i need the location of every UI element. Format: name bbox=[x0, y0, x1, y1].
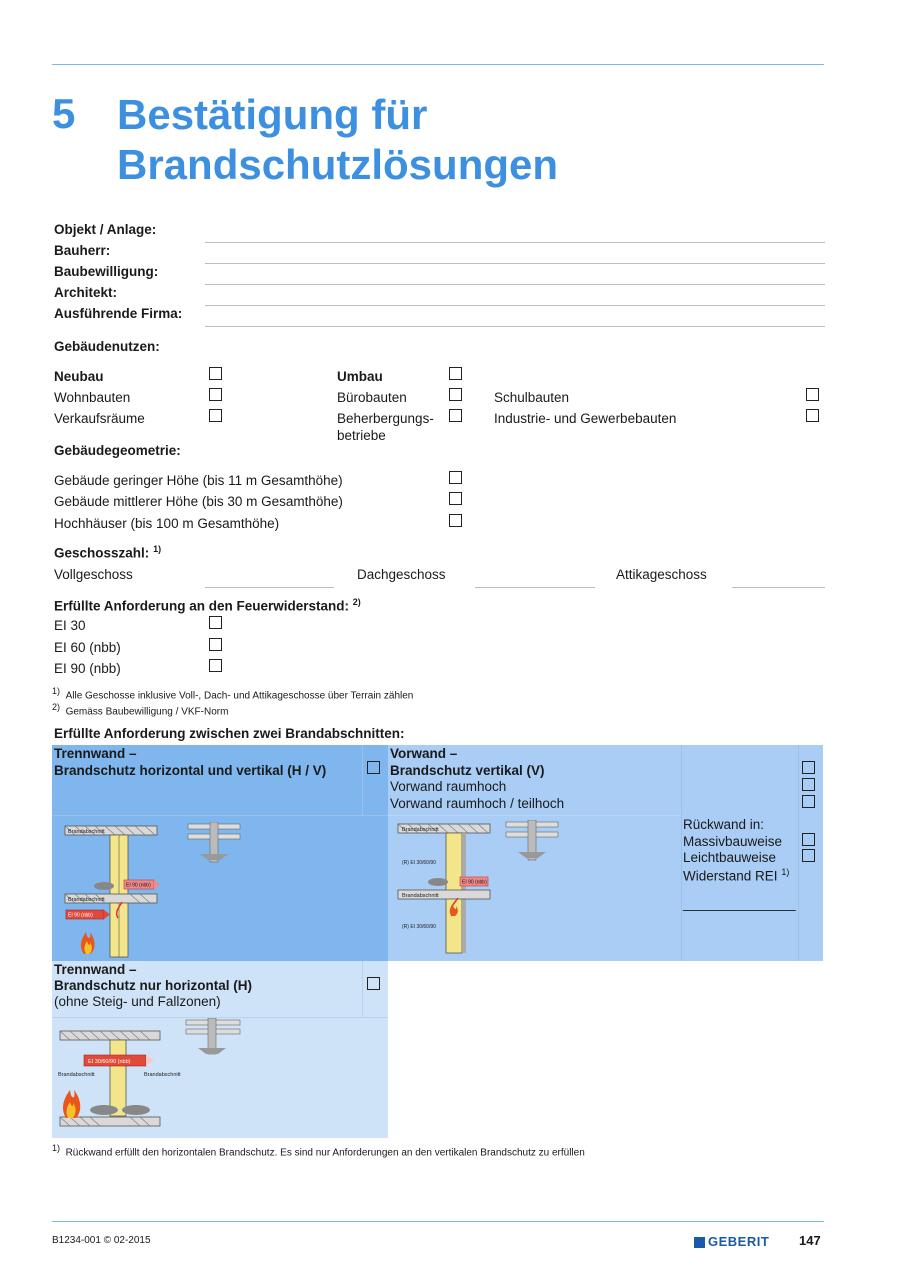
field-label-firma: Ausführende Firma: bbox=[54, 306, 183, 321]
diagram2-label-ei90: EI 90 (nbb) bbox=[462, 879, 487, 886]
diagram-trennwand-h bbox=[56, 1018, 256, 1136]
bottom-footnote-text: Rückwand erfüllt den horizontalen Brandschutz. Es sind nur Anforderungen an den vertikalen Brandschutz zu erfüllen bbox=[65, 1147, 585, 1159]
trennwand-hv-checkbox[interactable] bbox=[367, 761, 380, 774]
geometry-option-low: Gebäude geringer Höhe (bis 11 m Gesamthöhe) bbox=[54, 473, 343, 488]
vorwand-teilhoch-checkbox[interactable] bbox=[802, 795, 815, 808]
diagram3-label-ei: EI 30/60/90 (nbb) bbox=[88, 1059, 131, 1065]
chapter-title-line2: Brandschutzlösungen bbox=[117, 141, 559, 188]
floors-attika-line[interactable] bbox=[732, 587, 825, 588]
usage-umbau-label: Umbau bbox=[337, 369, 383, 384]
rueckwand-heading: Rückwand in: bbox=[683, 817, 765, 832]
rueckwand-massiv-checkbox[interactable] bbox=[802, 833, 815, 846]
grid-line bbox=[681, 745, 682, 961]
floors-dach-line[interactable] bbox=[475, 587, 595, 588]
diagram3-label-right: Brandabschnitt bbox=[144, 1072, 181, 1078]
geometry-option-mid: Gebäude mittlerer Höhe (bis 30 m Gesamthöhe) bbox=[54, 494, 343, 509]
ei30-checkbox[interactable] bbox=[209, 616, 222, 629]
grid-line bbox=[798, 745, 799, 961]
fire-option-ei30: EI 30 bbox=[54, 618, 86, 633]
rueckwand-leicht-label: Leichtbauweise bbox=[683, 850, 777, 865]
page-number: 147 bbox=[799, 1233, 821, 1248]
industrie-checkbox[interactable] bbox=[806, 409, 819, 422]
diagram1-label-top: Brandabschnitt bbox=[68, 829, 105, 835]
neubau-checkbox[interactable] bbox=[209, 367, 222, 380]
trennwand-h-note: (ohne Steig- und Fallzonen) bbox=[54, 994, 221, 1009]
geometry-heading: Gebäudegeometrie: bbox=[54, 443, 181, 458]
field-line-objekt[interactable] bbox=[205, 242, 825, 243]
footnote-1 bbox=[52, 686, 413, 701]
buerobauten-checkbox[interactable] bbox=[449, 388, 462, 401]
diagram2-label-rei-b: (R) EI 30/60/90 bbox=[402, 924, 436, 930]
geometry-mid-checkbox[interactable] bbox=[449, 492, 462, 505]
usage-neubau-label: Neubau bbox=[54, 369, 104, 384]
diagram2-label-mid: Brandabschnitt bbox=[402, 893, 439, 899]
field-line-architekt[interactable] bbox=[205, 305, 825, 306]
floors-attika-label: Attikageschoss bbox=[616, 567, 707, 582]
footnote-1-mark: 1) bbox=[52, 686, 61, 696]
trennwand-h-subtitle: Brandschutz nur horizontal (H) bbox=[54, 978, 252, 993]
usage-industrie-label: Industrie- und Gewerbebauten bbox=[494, 411, 677, 426]
bottom-footnote-mark: 1) bbox=[52, 1143, 61, 1153]
rueckwand-rei-sup: 1) bbox=[781, 867, 790, 877]
vorwand-raumhoch-checkbox[interactable] bbox=[802, 778, 815, 791]
field-line-bauherr[interactable] bbox=[205, 263, 825, 264]
diagram1-label-mid: Brandabschnitt bbox=[68, 897, 105, 903]
grid-line bbox=[388, 815, 681, 816]
geberit-logo-text: GEBERIT bbox=[708, 1234, 770, 1249]
trennwand-h-checkbox[interactable] bbox=[367, 977, 380, 990]
diagram3-label-left: Brandabschnitt bbox=[58, 1072, 95, 1078]
rueckwand-leicht-checkbox[interactable] bbox=[802, 849, 815, 862]
grid-line bbox=[362, 961, 363, 1017]
document-id: B1234-001 © 02-2015 bbox=[52, 1235, 151, 1246]
fire-option-ei90: EI 90 (nbb) bbox=[54, 661, 121, 676]
diagram2-label-top: Brandabschnitt bbox=[402, 827, 439, 833]
chapter-title-line1: Bestätigung für bbox=[117, 91, 428, 138]
vorwand-title: Vorwand – bbox=[390, 746, 458, 761]
footnote-2 bbox=[52, 702, 228, 717]
verkaufsraeume-checkbox[interactable] bbox=[209, 409, 222, 422]
vorwand-subtitle: Brandschutz vertikal (V) bbox=[390, 763, 545, 778]
fire-heading bbox=[54, 597, 361, 614]
diagram1-label-ei90b: EI 90 (nbb) bbox=[68, 912, 93, 919]
diagram-trennwand-hv bbox=[60, 822, 370, 958]
bottom-rule bbox=[52, 1221, 824, 1222]
grid-line bbox=[362, 745, 363, 815]
diagram1-label-ei90a: EI 90 (nbb) bbox=[126, 882, 151, 889]
vorwand-checkbox[interactable] bbox=[802, 761, 815, 774]
field-label-bauherr: Bauherr: bbox=[54, 243, 111, 258]
vorwand-option-raumhoch: Vorwand raumhoch bbox=[390, 779, 507, 794]
chapter-number: 5 bbox=[52, 90, 76, 137]
floors-heading-text: Geschosszahl: bbox=[54, 545, 150, 561]
fire-heading-text: Erfüllte Anforderung an den Feuerwiderstand: bbox=[54, 598, 350, 614]
diagram2-label-rei-a: (R) EI 30/60/90 bbox=[402, 860, 436, 866]
vorwand-option-teilhoch: Vorwand raumhoch / teilhoch bbox=[390, 796, 565, 811]
floors-dach-label: Dachgeschoss bbox=[357, 567, 446, 582]
footnote-1-text: Alle Geschosse inklusive Voll-, Dach- und Attikageschosse über Terrain zählen bbox=[65, 690, 414, 702]
floors-heading-sup: 1) bbox=[153, 544, 162, 554]
ei60-checkbox[interactable] bbox=[209, 638, 222, 651]
trennwand-hv-subtitle: Brandschutz horizontal und vertikal (H / V) bbox=[54, 763, 327, 778]
geometry-high-checkbox[interactable] bbox=[449, 514, 462, 527]
usage-beherbergung-label1: Beherbergungs- bbox=[337, 411, 434, 426]
rueckwand-massiv-label: Massivbauweise bbox=[683, 834, 783, 849]
beherbergung-checkbox[interactable] bbox=[449, 409, 462, 422]
field-label-architekt: Architekt: bbox=[54, 285, 118, 300]
field-line-firma[interactable] bbox=[205, 326, 825, 327]
wohnbauten-checkbox[interactable] bbox=[209, 388, 222, 401]
diagram-vorwand bbox=[396, 820, 676, 956]
fire-heading-sup: 2) bbox=[352, 597, 361, 607]
grid-line bbox=[52, 815, 388, 816]
rueckwand-rei-label bbox=[683, 867, 789, 884]
rueckwand-rei-text: Widerstand REI bbox=[683, 868, 778, 884]
trennwand-h-title: Trennwand – bbox=[54, 962, 137, 977]
field-label-objekt: Objekt / Anlage: bbox=[54, 222, 157, 237]
floors-heading bbox=[54, 544, 161, 561]
trennwand-hv-title: Trennwand – bbox=[54, 746, 137, 761]
usage-schulbauten-label: Schulbauten bbox=[494, 390, 570, 405]
usage-wohnbauten-label: Wohnbauten bbox=[54, 390, 131, 405]
field-label-baubewilligung: Baubewilligung: bbox=[54, 264, 159, 279]
ei90-checkbox[interactable] bbox=[209, 659, 222, 672]
fire-option-ei60: EI 60 (nbb) bbox=[54, 640, 121, 655]
footnote-2-mark: 2) bbox=[52, 702, 61, 712]
floors-voll-line[interactable] bbox=[205, 587, 334, 588]
usage-buerobauten-label: Bürobauten bbox=[337, 390, 407, 405]
schulbauten-checkbox[interactable] bbox=[806, 388, 819, 401]
rueckwand-rei-blank[interactable]: _______________ bbox=[683, 896, 796, 911]
geometry-option-high: Hochhäuser (bis 100 m Gesamthöhe) bbox=[54, 516, 280, 531]
geberit-logo-icon bbox=[694, 1237, 705, 1248]
geometry-low-checkbox[interactable] bbox=[449, 471, 462, 484]
top-rule bbox=[52, 64, 824, 65]
umbau-checkbox[interactable] bbox=[449, 367, 462, 380]
usage-heading: Gebäudenutzen: bbox=[54, 339, 160, 354]
usage-beherbergung-label2: betriebe bbox=[337, 428, 386, 443]
footnote-2-text: Gemäss Baubewilligung / VKF-Norm bbox=[65, 706, 229, 718]
floors-voll-label: Vollgeschoss bbox=[54, 567, 133, 582]
bottom-footnote bbox=[52, 1143, 585, 1158]
chapter-title bbox=[117, 90, 717, 190]
field-line-baubewilligung[interactable] bbox=[205, 284, 825, 285]
usage-verkaufsraeume-label: Verkaufsräume bbox=[54, 411, 145, 426]
sections-heading: Erfüllte Anforderung zwischen zwei Brandabschnitten: bbox=[54, 726, 405, 741]
